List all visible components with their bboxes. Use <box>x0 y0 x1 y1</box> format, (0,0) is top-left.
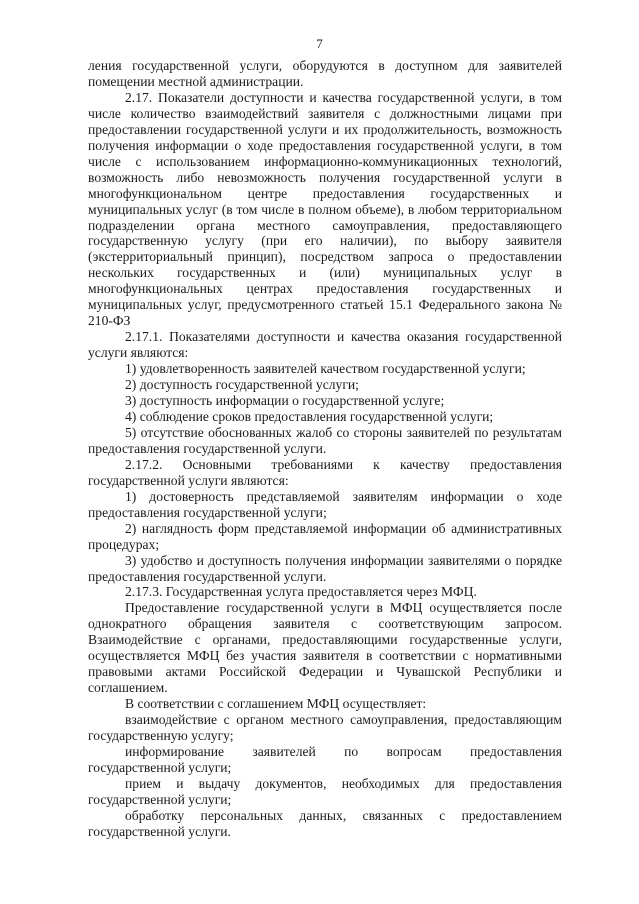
document-body <box>88 58 562 840</box>
list-item: 1) удовлетворенность заявителей качеством государственной услуги; <box>125 361 526 377</box>
list-item: 2) наглядность форм представляемой информации об административных процедурах; <box>88 520 562 552</box>
paragraph-continuation: ления государственной услуги, оборудуются в доступном для заявителей помещении местной администрации. <box>88 58 562 89</box>
paragraph-2-17: 2.17. Показатели доступности и качества государственной услуги, в том числе количество взаимодействий заявителя с должностными лицами при предоставлении государственной услуги и их продолжительность, возможность получения информации о ходе предоставления государственной услуги, в том числе с использованием информационно-коммуникационных технологий, возможность либо невозможность получения государственной услуги в многофункциональном центре предоставления государственных и муниципальных услуг (в том числе в полном объеме), в любом территориальном подразделении органа местного самоуправления, предоставляющего государственную услугу (при его наличии), по выбору заявителя (экстерриториальный принцип), посредством запроса о предоставлении нескольких государственных и (или) муниципальных услуг в многофункциональных центрах предоставления государственных и муниципальных услуг, предусмотренного статьей 15.1 Федерального закона № 210-ФЗ <box>88 89 562 329</box>
paragraph-mfc-agreement: В соответствии с соглашением МФЦ осуществляет: <box>125 696 427 712</box>
paragraph-2-17-1: 2.17.1. Показателями доступности и качества оказания государственной услуги являются: <box>88 329 562 361</box>
list-item: взаимодействие с органом местного самоуправления, предоставляющим государственную услугу; <box>88 712 562 744</box>
list-item: 1) достоверность представляемой заявителям информации о ходе предоставления государственной услуги; <box>88 488 562 520</box>
page-number: 7 <box>316 36 323 51</box>
paragraph-mfc-provision: Предоставление государственной услуги в МФЦ осуществляется после однократного обращения заявителя с соответствующим запросом. Взаимодействие с органами, предоставляющими государственные услуги, осуществляется МФЦ без участия заявителя в соответствии с нормативными правовыми актами Российской Федерации и Чувашской Республики и соглашением. <box>88 600 562 696</box>
list-item: 3) доступность информации о государственной услуге; <box>125 393 445 409</box>
paragraph-2-17-3: 2.17.3. Государственная услуга предоставляется через МФЦ. <box>125 584 477 600</box>
paragraph-2-17-2: 2.17.2. Основными требованиями к качеству предоставления государственной услуги являются: <box>88 456 562 488</box>
list-item: информирование заявителей по вопросам предоставления государственной услуги; <box>88 743 562 775</box>
list-item: обработку персональных данных, связанных с предоставлением государственной услуги. <box>88 807 562 839</box>
list-item: прием и выдачу документов, необходимых для предоставления государственной услуги; <box>88 775 562 807</box>
list-item: 5) отсутствие обоснованных жалоб со стороны заявителей по результатам предоставления государственной услуги. <box>88 424 562 456</box>
list-item: 4) соблюдение сроков предоставления государственной услуги; <box>125 408 494 424</box>
list-item: 2) доступность государственной услуги; <box>125 377 359 393</box>
list-item: 3) удобство и доступность получения информации заявителями о порядке предоставления государственной услуги. <box>88 552 562 584</box>
